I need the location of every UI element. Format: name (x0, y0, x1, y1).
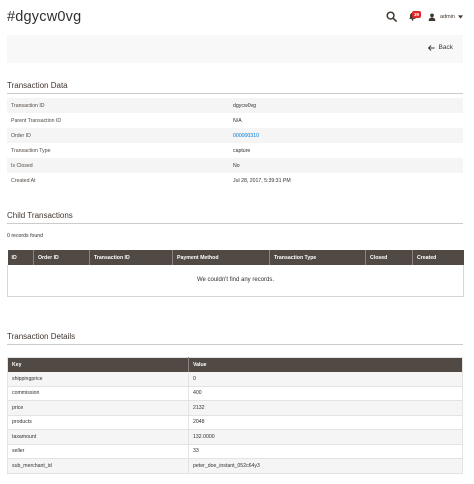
row-value: No (229, 158, 463, 173)
table-row (8, 415, 463, 430)
transaction-data-title: Transaction Data (7, 81, 68, 90)
notifications-button[interactable] (408, 12, 422, 22)
detail-key: price (8, 401, 189, 416)
row-key: Parent Transaction ID (11, 117, 62, 124)
table-row (7, 113, 463, 128)
row-key: Order ID (7, 128, 229, 143)
child-transactions-title: Child Transactions (7, 211, 73, 220)
empty-message: We couldn't find any records. (8, 265, 464, 296)
detail-value: 33 (189, 444, 463, 459)
transaction-details-table (7, 357, 463, 474)
records-found-count: 0 records found (7, 233, 44, 239)
row-value: N/A (233, 117, 242, 124)
column-header-closed[interactable]: Closed (366, 250, 413, 265)
row-key: Transaction ID (7, 98, 229, 113)
table-row (7, 143, 463, 158)
row-value: Jul 28, 2017, 5:39:31 PM (233, 177, 291, 184)
table-row (8, 444, 463, 459)
column-header-created[interactable]: Created (413, 250, 464, 265)
table-row (7, 128, 463, 143)
page-actions-bar (7, 35, 463, 63)
column-header-payment-method[interactable]: Payment Method (173, 250, 270, 265)
column-header-transaction-type[interactable]: Transaction Type (270, 250, 366, 265)
table-row (8, 459, 463, 474)
table-row (7, 98, 463, 113)
transaction-data-table (7, 98, 463, 188)
detail-key: taxamount (8, 430, 189, 445)
search-icon[interactable] (386, 11, 397, 22)
row-key: Transaction Type (11, 147, 51, 154)
notification-count-badge: 39 (414, 12, 420, 17)
back-button-label: Back (438, 44, 453, 51)
row-value: capture (233, 147, 251, 154)
column-header-key: Key (8, 358, 189, 372)
user-icon (428, 13, 436, 21)
detail-value: 400 (189, 386, 463, 401)
detail-value: peter_doe_instant_052c64y3 (189, 459, 463, 474)
table-row (8, 430, 463, 445)
table-row (7, 173, 463, 188)
details-header-row (8, 358, 463, 372)
back-button[interactable] (428, 44, 453, 51)
order-id-link[interactable]: 000000310 (233, 132, 259, 139)
table-row (7, 158, 463, 173)
column-header-id[interactable]: ID (8, 250, 34, 265)
detail-value: 0 (189, 372, 463, 387)
chevron-down-icon (458, 15, 463, 19)
column-header-value: Value (189, 358, 463, 372)
detail-value: 2048 (189, 415, 463, 430)
column-header-order-id[interactable]: Order ID (34, 250, 90, 265)
detail-value: 2132 (189, 401, 463, 416)
empty-row (8, 265, 464, 296)
user-name: admin (440, 14, 455, 20)
page-title: #dgycw0vg (7, 9, 82, 25)
grid-header-row (8, 250, 464, 265)
column-header-transaction-id[interactable]: Transaction ID (90, 250, 173, 265)
arrow-left-icon (428, 45, 435, 51)
page-header (0, 0, 474, 34)
detail-value: 132.0000 (189, 430, 463, 445)
table-row (8, 386, 463, 401)
row-key: Created At (11, 177, 36, 184)
detail-key: products (8, 415, 189, 430)
transaction-details-title: Transaction Details (7, 332, 76, 341)
row-key: Is Closed (7, 158, 229, 173)
section-divider (7, 344, 463, 345)
order-id-cell (229, 128, 463, 143)
detail-key: commission (8, 386, 189, 401)
section-divider (7, 223, 463, 224)
row-value: dgycw0vg (229, 98, 463, 113)
table-row (8, 401, 463, 416)
user-menu[interactable] (428, 12, 463, 22)
section-divider (7, 93, 463, 94)
table-row (8, 372, 463, 387)
child-transactions-grid (7, 250, 464, 297)
detail-key: seller (8, 444, 189, 459)
detail-key: shippingprice (8, 372, 189, 387)
detail-key: sub_merchant_id (8, 459, 189, 474)
